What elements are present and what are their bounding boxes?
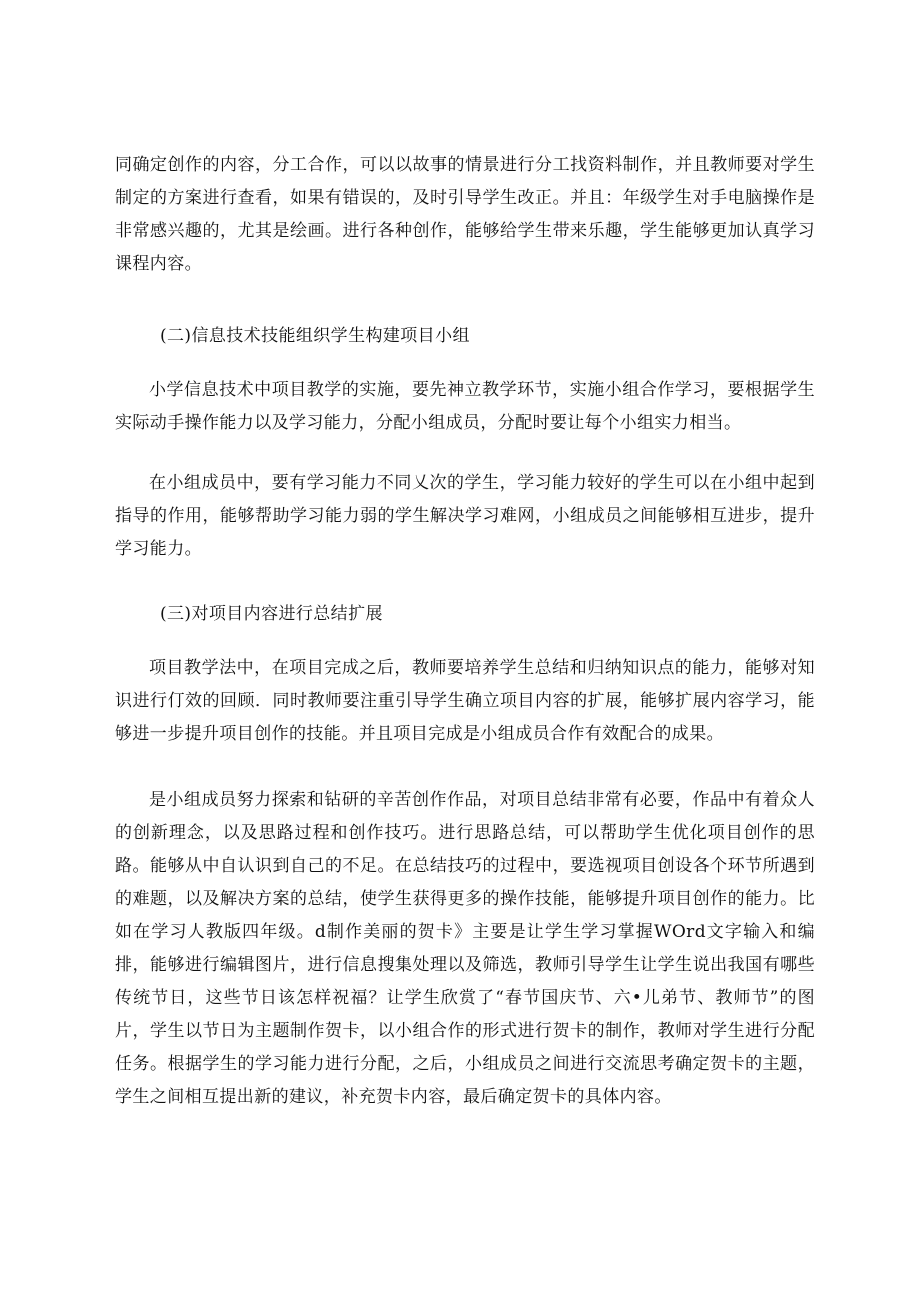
paragraph-2: 小学信息技术中项目教学的实施，要先神立教学环节，实施小组合作学习，要根据学生实际动手操作能力以及学习能力，分配小组成员，分配时要让每个小组实力相当。 — [115, 380, 815, 433]
paragraph-4: 项目教学法中，在项目完成之后，教师要培养学生总结和归纳知识点的能力，能够对知识进行仃效的回顾．同时教师要注重引导学生确立项目内容的扩展，能够扩展内容学习，能够进一步提升项目创作的技能。并且项目完成是小组成员合作有效配合的成果。 — [115, 658, 815, 744]
paragraph-5: 是小组成员努力探索和钻研的辛苦创作作品，对项目总结非常有必要，作品中有着众人的创新理念，以及思路过程和创作技巧。进行思路总结，可以帮助学生优化项目创作的思路。能够从中自认识到自己的不足。在总结技巧的过程中，要选视项目创设各个环节所遇到的难题，以及解决方案的总结，使学生获得更多的操作技能，能够提升项目创作的能力。比如在学习人教版四年级。d制作美丽的贺卡》主要是让学生学习掌握WOrd文字输入和编排，能够进行编辑图片，进行信息搜集处理以及筛选，教师引导学生让学生说出我国有哪些传统节日，这些节日该怎样祝福？让学生欣赏了“春节国庆节、六•儿弟节、教师节”的图片，学生以节日为主题制作贺卡，以小组合作的形式进行贺卡的制作，教师对学生进行分配任务。根据学生的学习能力进行分配，之后，小组成员之间进行交流思考确定贺卡的主题，学生之间相互提出新的建议，补充贺卡内容，最后确定贺卡的具体内容。 — [115, 790, 815, 1107]
section-heading-2: (二)信息技术技能组织学生构建项目小组 — [160, 326, 470, 346]
paragraph-1: 同确定创作的内容，分工合作，可以以故事的情景进行分工找资料制作，并且教师要对学生制定的方案进行查看，如果有错误的，及时引导学生改正。并且：年级学生对手电脑操作是非常感兴趣的，尤其是绘画。进行各种创作，能够给学生带来乐趣，学生能够更加认真学习课程内容。 — [115, 155, 815, 274]
section-heading-3: (三)对项目内容进行总结扩展 — [160, 604, 383, 624]
paragraph-3: 在小组成员中，要有学习能力不同乂次的学生，学习能力较好的学生可以在小组中起到指导的作用，能够帮助学习能力弱的学生解决学习难网，小组成员之间能够相互进步，提升学习能力。 — [115, 473, 815, 559]
